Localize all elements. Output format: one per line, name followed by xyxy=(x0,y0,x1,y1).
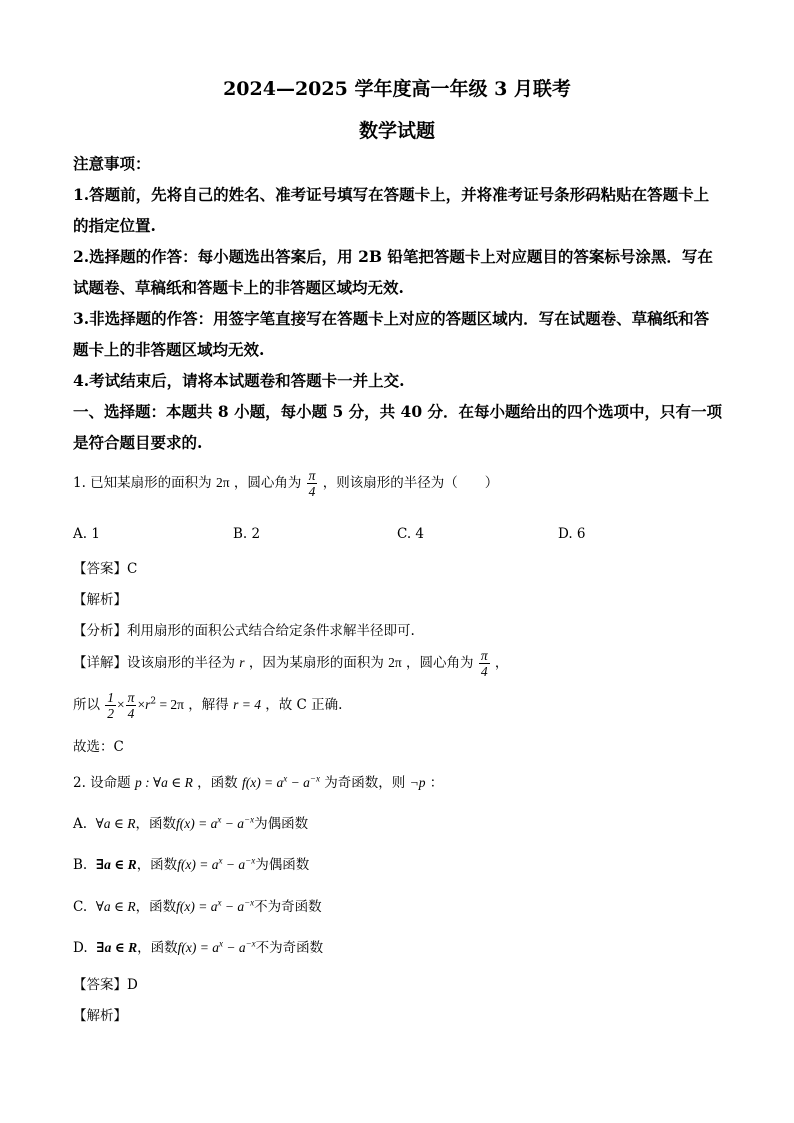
q1-final-choice: 故选：C xyxy=(73,739,124,755)
q1-calculation: 所以 $\frac{1}{2}$ × $\frac{\pi}{4}$ $\times r^2 = 2\pi$ ，解得 r = 4 ，故 C 正确. xyxy=(73,690,343,721)
q1-option-d: D. 6 xyxy=(558,526,586,542)
q2-option-d: D. ∃a ∈ R，函数$f(x) = a^x - a^{-x}$不为奇函数 xyxy=(73,938,324,956)
q2-option-b: B. ∃a ∈ R，函数$f(x) = a^x - a^{-x}$为偶函数 xyxy=(73,855,310,873)
q1-fenxi: 【分析】利用扇形的面积公式结合给定条件求解半径即可. xyxy=(73,623,415,639)
note-4: 4.考试结束后，请将本试题卷和答题卡一并上交. xyxy=(73,371,405,390)
exam-subtitle: 数学试题 xyxy=(358,120,435,142)
q1-area-expr: 2π xyxy=(215,475,230,490)
note-1-line-a: 1.答题前，先将自己的姓名、准考证号填写在答题卡上，并将准考证号条形码粘贴在答题卡上 xyxy=(73,185,710,204)
q2-answer: 【答案】D xyxy=(73,977,138,993)
q2-option-a: A. ∀a ∈ R，函数$f(x) = a^x - a^{-x}$为偶函数 xyxy=(73,814,309,832)
note-2-line-b: 试题卷、草稿纸和答题卡上的非答题区域均无效. xyxy=(73,278,404,297)
q1-option-c: C. 4 xyxy=(397,526,425,542)
q1-answer: 【答案】C xyxy=(73,561,138,577)
q2-option-c: C. ∀a ∈ R，函数$f(x) = a^x - a^{-x}$不为奇函数 xyxy=(73,897,322,915)
notes-heading: 注意事项： xyxy=(73,154,151,173)
note-3-line-b: 题卡上的非答题区域均无效. xyxy=(73,340,265,359)
note-3-line-a: 3.非选择题的作答：用签字笔直接写在答题卡上对应的答题区域内．写在试题卷、草稿纸和答 xyxy=(73,309,710,328)
half-fraction: $\frac{1}{2}$ xyxy=(107,690,115,721)
question-1-stem: 1. 已知某扇形的面积为 2π ，圆心角为 $\frac{\pi}{4}$ ，则该扇形的半径为（ ） xyxy=(73,468,499,499)
q1-option-a: A. 1 xyxy=(73,526,100,542)
note-2-line-a: 2.选择题的作答：每小题选出答案后，用 2B 铅笔把答题卡上对应题目的答案标号涂黑．写在 xyxy=(73,247,713,266)
note-1-line-b: 的指定位置. xyxy=(73,216,156,235)
q1-xiangjie: 【详解】设该扇形的半径为 r ，因为某扇形的面积为 2π ，圆心角为 $\frac{\pi}{4}$ ， xyxy=(73,648,509,679)
exam-title: 2024—2025 学年度高一年级 3 月联考 xyxy=(223,78,571,100)
q1-option-b: B. 2 xyxy=(233,526,261,542)
section-1-line-b: 是符合题目要求的. xyxy=(73,433,203,452)
q2-analysis-label: 【解析】 xyxy=(73,1008,127,1024)
q1-analysis-label: 【解析】 xyxy=(73,592,127,608)
question-2-stem: 2. 设命题 p : ∀a ∈ R ，函数 $f(x) = a^x - a^{-x}$ 为奇函数，则 ¬p ： xyxy=(73,773,444,791)
q1-angle-fraction: $\frac{\pi}{4}$ xyxy=(308,468,316,499)
section-1-line-a: 一、选择题：本题共 8 小题，每小题 5 分，共 40 分．在每小题给出的四个选项中，只有一项 xyxy=(73,402,723,421)
calc-angle-fraction: $\frac{\pi}{4}$ xyxy=(127,690,135,721)
q1-detail-angle-fraction: $\frac{\pi}{4}$ xyxy=(480,648,488,679)
